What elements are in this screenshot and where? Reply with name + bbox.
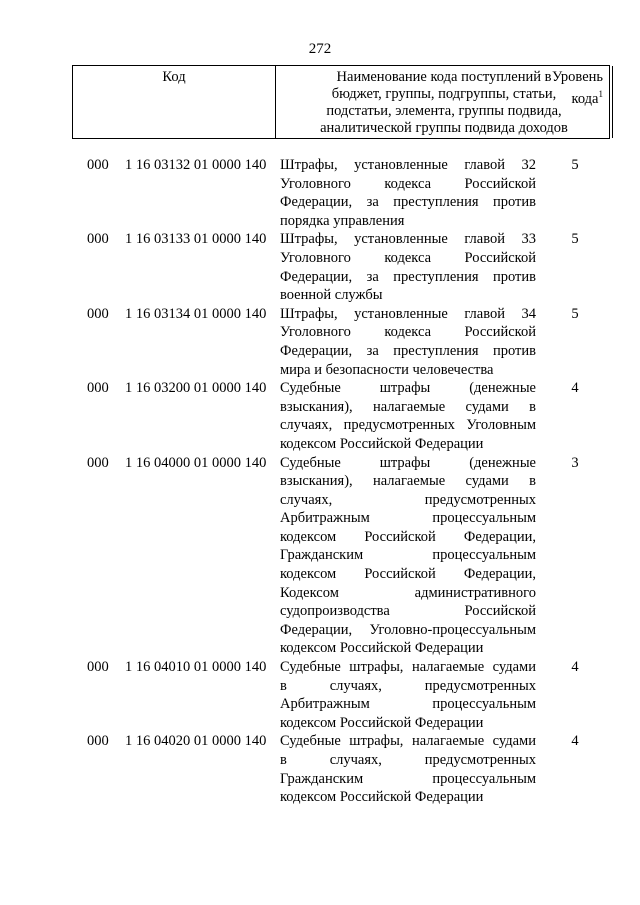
row-name-line: Кодексом административного: [280, 584, 536, 601]
row-name: [280, 732, 536, 806]
row-name-line: Федерации, Уголовно-процессуальным: [280, 621, 536, 638]
row-prefix: 000: [87, 305, 109, 322]
header-name-line: Наименование кода поступлений в: [336, 69, 552, 85]
row-name-line: Уголовного кодекса Российской: [280, 324, 536, 341]
row-name-line: кодексом Российской Федерации: [280, 435, 484, 452]
row-name-line: Уголовного кодекса Российской: [280, 249, 536, 266]
row-name-line: Федерации, за преступления против: [280, 194, 536, 211]
table-row: [0, 305, 640, 379]
table-row: [0, 658, 640, 732]
row-prefix: 000: [87, 157, 109, 173]
header-level: [545, 66, 609, 138]
table-row: [0, 379, 640, 453]
row-name-line: кодексом Российской Федерации: [280, 640, 484, 657]
row-name-line: Судебные штрафы, налагаемые судами: [280, 733, 536, 750]
row-level: 5: [571, 231, 579, 248]
row-level: 4: [571, 733, 579, 750]
header-code: Код: [73, 66, 276, 138]
row-name-line: взыскания), налагаемые судами в: [280, 473, 536, 490]
row-level: 4: [571, 659, 579, 676]
row-name-line: Судебные штрафы (денежные: [280, 454, 536, 471]
row-name-line: Судебные штрафы, налагаемые судами: [280, 659, 536, 676]
row-name-line: Федерации, за преступления против: [280, 342, 536, 359]
row-prefix: 000: [87, 454, 109, 471]
row-prefix: 000: [87, 733, 109, 750]
row-name-line: кодексом Российской Федерации,: [280, 566, 536, 583]
table-row: [0, 732, 640, 806]
row-code: 1 16 04010 01 0000 140: [125, 659, 267, 676]
page-number: 272: [308, 41, 332, 57]
row-prefix: 000: [87, 659, 109, 676]
row-name-line: Гражданским процессуальным: [280, 547, 536, 564]
row-name-line: Штрафы, установленные главой 32: [280, 157, 536, 173]
header-level-line-2: кода: [571, 91, 599, 107]
row-name-line: Штрафы, установленные главой 34: [280, 305, 536, 322]
header-level-line-1: Уровень: [551, 69, 603, 85]
row-name-line: Арбитражным процессуальным: [280, 696, 536, 713]
row-prefix: 000: [87, 380, 109, 397]
row-prefix: 000: [87, 231, 109, 248]
row-name-line: взыскания), налагаемые судами в: [280, 398, 536, 415]
row-code: 1 16 04020 01 0000 140: [125, 733, 267, 750]
header-name-line: аналитической группы подвида доходов: [320, 120, 568, 136]
row-name-line: Судебные штрафы (денежные: [280, 380, 536, 397]
table-body: [0, 156, 640, 807]
row-name-line: Уголовного кодекса Российской: [280, 175, 536, 192]
row-level: 3: [571, 454, 579, 471]
row-name: [280, 658, 536, 732]
header-name-line: бюджет, группы, подгруппы, статьи,: [331, 86, 557, 102]
row-name-line: Арбитражным процессуальным: [280, 510, 536, 527]
row-name: [280, 230, 536, 304]
row-name-line: мира и безопасности человечества: [280, 361, 494, 378]
header-level-footnote: 1: [598, 89, 603, 99]
row-level: 4: [571, 380, 579, 397]
row-name-line: Федерации, за преступления против: [280, 268, 536, 285]
table-row: [0, 156, 640, 230]
row-name-line: Гражданским процессуальным: [280, 770, 536, 787]
row-name-line: судопроизводства Российской: [280, 603, 536, 620]
table-row: [0, 230, 640, 304]
row-code: 1 16 04000 01 0000 140: [125, 454, 267, 471]
row-name: [280, 379, 536, 453]
row-name-line: в случаях, предусмотренных: [280, 677, 536, 694]
row-name-line: военной службы: [280, 287, 383, 304]
row-name-line: кодексом Российской Федерации: [280, 789, 484, 806]
row-name-line: случаях, предусмотренных Уголовным: [280, 417, 536, 434]
row-name: [280, 305, 536, 379]
row-code: 1 16 03200 01 0000 140: [125, 380, 267, 397]
row-name-line: случаях, предусмотренных: [280, 491, 536, 508]
row-level: 5: [571, 157, 579, 173]
row-name-line: порядка управления: [280, 212, 405, 229]
row-name-line: кодексом Российской Федерации: [280, 714, 484, 731]
row-level: 5: [571, 305, 579, 322]
row-code: 1 16 03132 01 0000 140: [125, 157, 267, 173]
header-name-line: подстатьи, элемента, группы подвида,: [326, 103, 562, 119]
row-code: 1 16 03134 01 0000 140: [125, 305, 267, 322]
row-name-line: в случаях, предусмотренных: [280, 752, 536, 768]
row-code: 1 16 03133 01 0000 140: [125, 231, 267, 248]
table-row: [0, 454, 640, 659]
row-name: [280, 156, 536, 230]
row-name-line: кодексом Российской Федерации,: [280, 528, 536, 545]
row-name-line: Штрафы, установленные главой 33: [280, 231, 536, 248]
table-header: [72, 65, 610, 139]
row-name: [280, 454, 536, 659]
